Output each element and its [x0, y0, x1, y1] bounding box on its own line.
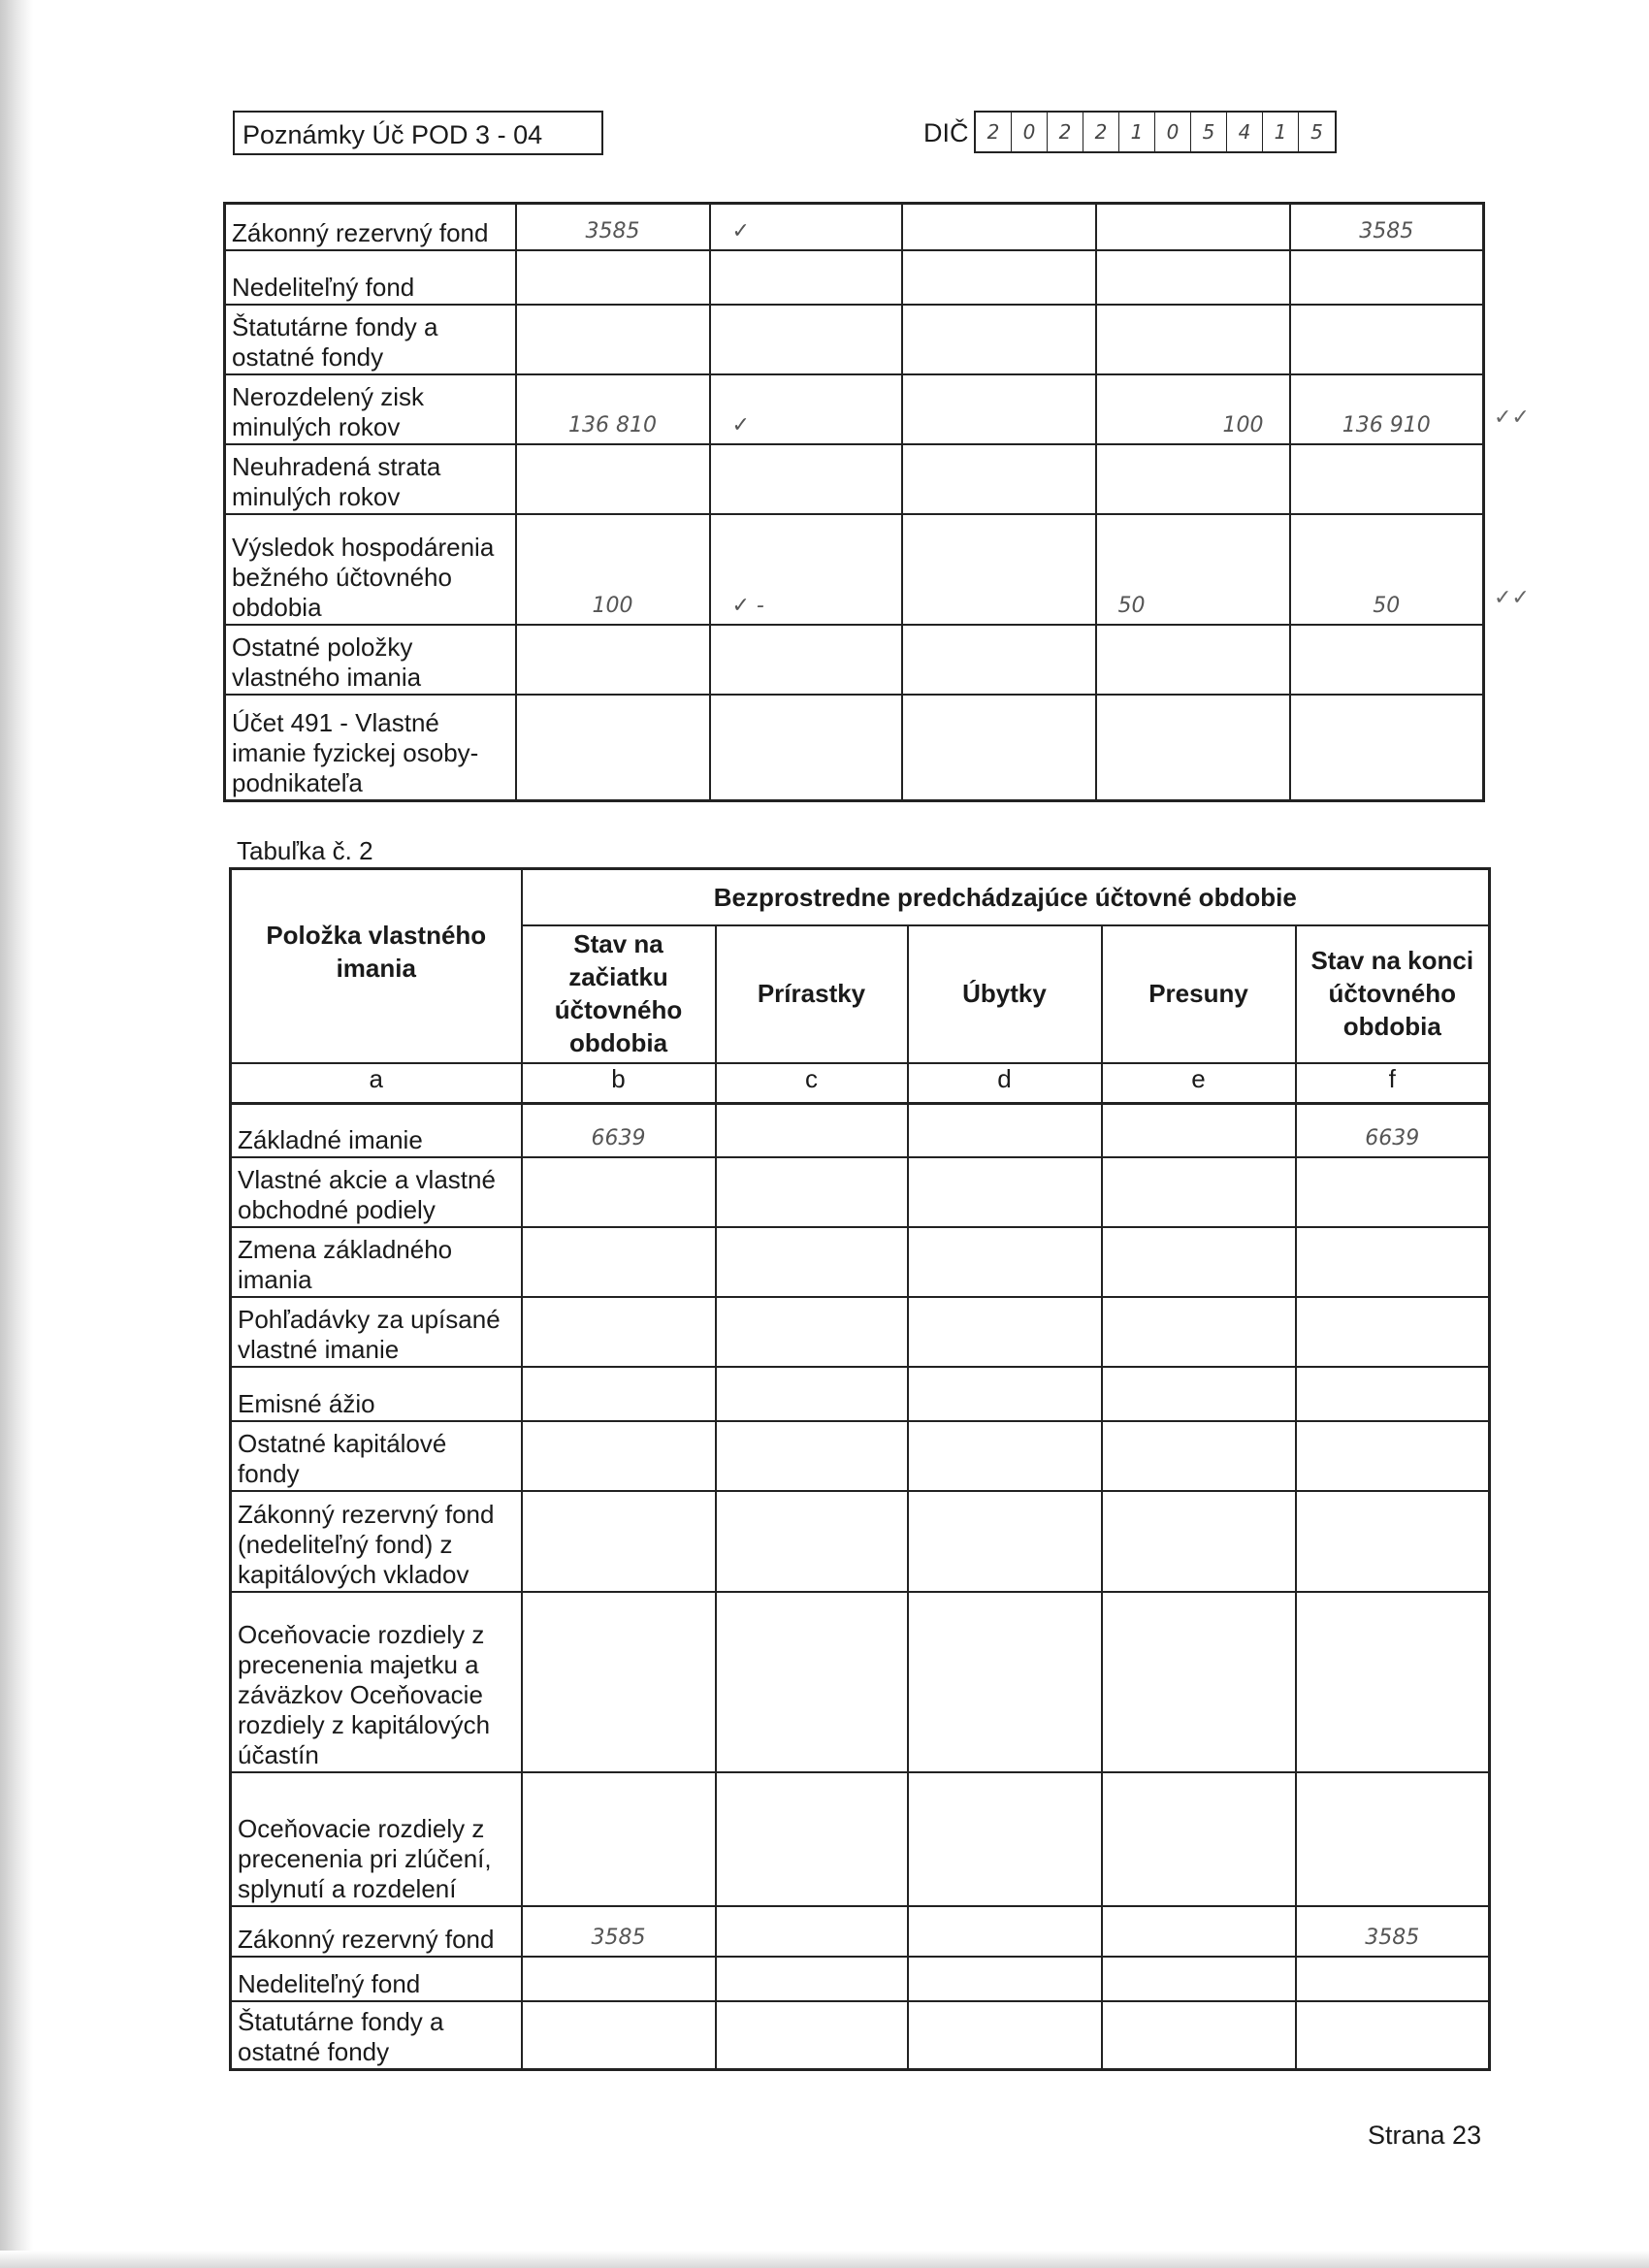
col-letter: a: [231, 1063, 522, 1104]
col-letter: f: [1296, 1063, 1490, 1104]
margin-check-mark: ✓✓: [1494, 586, 1530, 610]
row-label: Základné imanie: [231, 1103, 522, 1157]
row-label: Nedeliteľný fond: [231, 1957, 522, 2001]
table-row: [225, 250, 1484, 305]
table-row: [231, 1227, 1490, 1297]
cell-e: [1096, 695, 1290, 801]
cell-b: 100: [516, 514, 710, 625]
cell-f: [1290, 625, 1484, 695]
row-label: Vlastné akcie a vlastné obchodné podiely: [231, 1157, 522, 1227]
cell-f: [1296, 1227, 1490, 1297]
table-row: [231, 1103, 1490, 1157]
cell-b: [522, 1367, 716, 1421]
cell-c: [710, 444, 902, 514]
cell-f: [1296, 1592, 1490, 1772]
cell-f: 50: [1290, 514, 1484, 625]
cell-b: [522, 1772, 716, 1906]
row-label: Zákonný rezervný fond (nedeliteľný fond) z kapitálových vkladov: [231, 1491, 522, 1592]
cell-f: [1290, 250, 1484, 305]
col-e-header: Presuny: [1102, 925, 1296, 1061]
cell-d: [902, 250, 1096, 305]
table-row: [231, 1367, 1490, 1421]
cell-b: [522, 1227, 716, 1297]
table-row: [225, 444, 1484, 514]
cell-b: [522, 1957, 716, 2001]
row-label: Oceňovacie rozdiely z precenenia pri zlúčení, splynutí a rozdelení: [231, 1772, 522, 1906]
cell-b: [516, 250, 710, 305]
cell-f: [1296, 1957, 1490, 2001]
cell-e: [1096, 250, 1290, 305]
cell-d: [902, 204, 1096, 250]
col-letter: b: [522, 1063, 716, 1104]
cell-e: [1096, 625, 1290, 695]
dic-digit: 4: [1227, 113, 1263, 151]
table-row: [231, 1957, 1490, 2001]
dic-digit: 0: [1012, 113, 1048, 151]
row-label: Výsledok hospodárenia bežného účtovného obdobia: [225, 514, 516, 625]
form-label: Poznámky Úč POD 3 - 04: [233, 111, 603, 155]
cell-d: [902, 305, 1096, 374]
col-letter: e: [1102, 1063, 1296, 1104]
dic-digit: 2: [1083, 113, 1119, 151]
cell-e: 100: [1096, 374, 1290, 444]
row-label: Pohľadávky za upísané vlastné imanie: [231, 1297, 522, 1367]
cell-c: ✓: [710, 374, 902, 444]
header-row: [231, 869, 1490, 925]
item-header: Položka vlastného imania: [266, 920, 487, 983]
dic-digit: 2: [976, 113, 1012, 151]
period-header: Bezprostredne predchádzajúce účtovné obdobie: [522, 869, 1490, 925]
row-label: Účet 491 - Vlastné imanie fyzickej osoby-podnikateľa: [225, 695, 516, 801]
table-row: [231, 1157, 1490, 1227]
col-f-header: Stav na konci účtovného obdobia: [1296, 925, 1490, 1061]
row-label: Ostatné položky vlastného imania: [225, 625, 516, 695]
cell-d: [902, 625, 1096, 695]
cell-f: 6639: [1296, 1103, 1490, 1157]
cell-f: [1296, 1157, 1490, 1227]
cell-b: [522, 1592, 716, 1772]
table-row: [231, 1592, 1490, 1772]
table-row: [225, 305, 1484, 374]
col-b-header: Stav na začiatku účtovného obdobia: [522, 925, 716, 1061]
cell-c: [710, 305, 902, 374]
cell-d: [902, 514, 1096, 625]
row-label: Neuhradená strata minulých rokov: [225, 444, 516, 514]
row-label: Oceňovacie rozdiely z precenenia majetku a záväzkov Oceňovacie rozdiely z kapitálových účastín: [231, 1592, 522, 1772]
table-row: [231, 1421, 1490, 1491]
equity-table-1: [223, 202, 1485, 802]
dic-label: DIČ: [923, 118, 969, 147]
row-label: Zmena základného imania: [231, 1227, 522, 1297]
dic-digit: 1: [1263, 113, 1299, 151]
row-label: Štatutárne fondy a ostatné fondy: [231, 2001, 522, 2069]
row-label: Zákonný rezervný fond: [231, 1906, 522, 1957]
cell-f: 136 910: [1290, 374, 1484, 444]
cell-b: [522, 1157, 716, 1227]
row-label: Štatutárne fondy a ostatné fondy: [225, 305, 516, 374]
table-caption: Tabuľka č. 2: [237, 836, 373, 865]
cell-b: 136 810: [516, 374, 710, 444]
cell-b: [516, 305, 710, 374]
row-label: Zákonný rezervný fond: [225, 204, 516, 250]
table-row: [225, 514, 1484, 625]
col-d-header: Úbytky: [908, 925, 1102, 1061]
table-row: [225, 204, 1484, 250]
cell-d: [902, 374, 1096, 444]
cell-b: 3585: [516, 204, 710, 250]
dic-digit: 5: [1310, 120, 1323, 144]
cell-e: [1096, 444, 1290, 514]
table-row: [231, 1491, 1490, 1592]
cell-b: [522, 1421, 716, 1491]
cell-f: [1290, 305, 1484, 374]
cell-f: [1296, 1421, 1490, 1491]
equity-table-2: [229, 867, 1491, 2071]
dic-digit: 1: [1119, 113, 1155, 151]
table-row: [231, 1297, 1490, 1367]
dic-digit: 2: [1048, 113, 1083, 151]
cell-f: [1296, 1297, 1490, 1367]
cell-d: [902, 444, 1096, 514]
cell-b: [522, 2001, 716, 2069]
cell-d: [902, 695, 1096, 801]
margin-check-mark: ✓✓: [1494, 405, 1530, 430]
cell-f: [1296, 1491, 1490, 1592]
cell-c: [710, 250, 902, 305]
table-row: [231, 1772, 1490, 1906]
dic-digit: 0: [1155, 113, 1191, 151]
cell-b: 3585: [522, 1906, 716, 1957]
cell-e: [1096, 204, 1290, 250]
table-row: [225, 374, 1484, 444]
cell-f: [1296, 2001, 1490, 2069]
cell-c: [710, 625, 902, 695]
cell-f: [1290, 695, 1484, 801]
page-number: Strana 23: [1368, 2121, 1482, 2150]
cell-b: [516, 444, 710, 514]
col-letter: d: [908, 1063, 1102, 1104]
cell-b: [516, 695, 710, 801]
row-label: Nerozdelený zisk minulých rokov: [225, 374, 516, 444]
letters-row: [231, 1063, 1490, 1104]
cell-b: 6639: [522, 1103, 716, 1157]
cell-f: [1296, 1772, 1490, 1906]
dic-field: [974, 111, 1337, 153]
cell-e: [1096, 305, 1290, 374]
cell-c: ✓: [710, 204, 902, 250]
row-label: Nedeliteľný fond: [225, 250, 516, 305]
cell-b: [516, 625, 710, 695]
cell-c: ✓ -: [710, 514, 902, 625]
cell-f: 3585: [1290, 204, 1484, 250]
cell-e: 50: [1096, 514, 1290, 625]
cell-f: [1296, 1367, 1490, 1421]
cell-b: [522, 1491, 716, 1592]
scan-edge-shadow: [0, 0, 33, 2268]
row-label: Emisné ážio: [231, 1367, 522, 1421]
row-label: Ostatné kapitálové fondy: [231, 1421, 522, 1491]
cell-f: 3585: [1296, 1906, 1490, 1957]
col-c-header: Prírastky: [716, 925, 908, 1061]
cell-f: [1290, 444, 1484, 514]
dic-digit: 5: [1191, 113, 1227, 151]
col-letter: c: [716, 1063, 908, 1104]
cell-c: [710, 695, 902, 801]
cell-b: [522, 1297, 716, 1367]
table-row: [225, 695, 1484, 801]
table-row: [231, 2001, 1490, 2069]
table-row: [231, 1906, 1490, 1957]
table-row: [225, 625, 1484, 695]
item-header-cell: [231, 869, 522, 1063]
scan-bottom-shadow: [0, 2251, 1649, 2268]
